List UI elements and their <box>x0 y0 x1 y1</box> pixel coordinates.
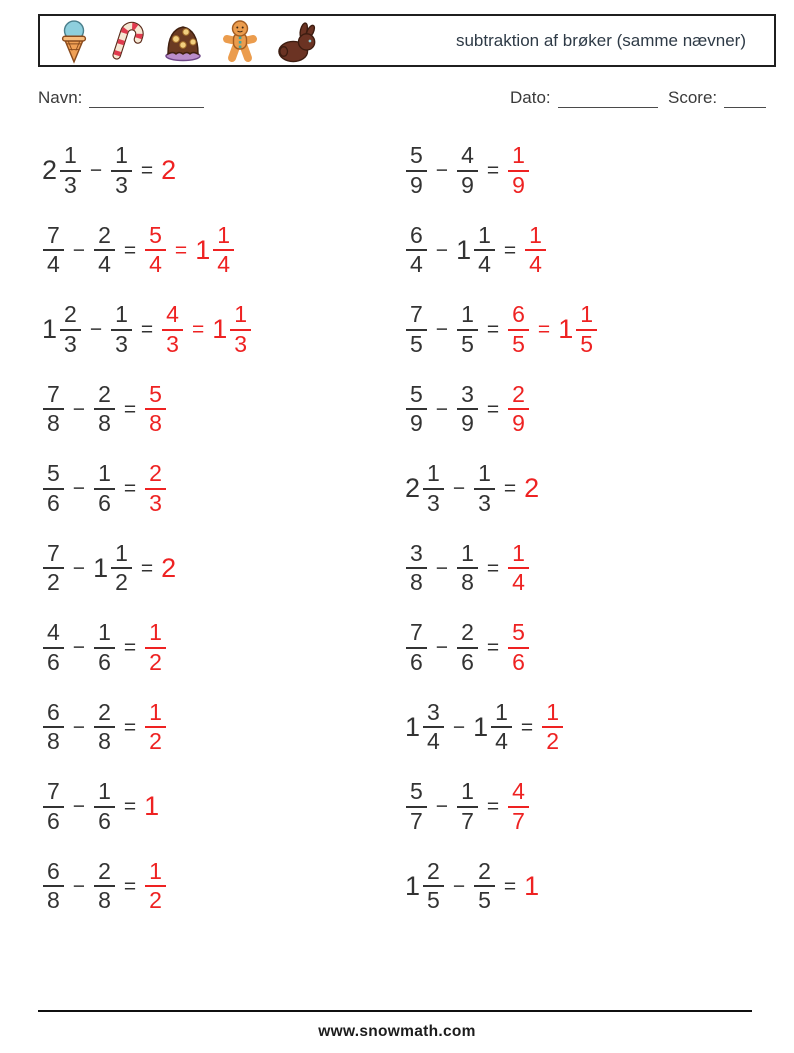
operator: = <box>123 397 137 421</box>
answer-number: 1 <box>524 870 540 901</box>
answer-fraction: $\frac{1}{2}$ <box>145 700 166 756</box>
answer-fraction: $\frac{5}{8}$ <box>145 382 166 438</box>
operator: = <box>486 636 500 660</box>
fraction: $\frac{7}{6}$ <box>406 620 427 676</box>
fraction: $\frac{1}{6}$ <box>94 461 115 517</box>
name-blank-line <box>89 90 204 108</box>
fraction: $\frac{7}{6}$ <box>43 779 64 835</box>
operator: − <box>72 715 86 739</box>
answer-fraction: $\frac{6}{5}$ <box>508 302 529 358</box>
operator: = <box>140 159 154 183</box>
fraction: $\frac{1}{3}$ <box>423 461 444 517</box>
operator: − <box>72 636 86 660</box>
operator: = <box>503 238 517 262</box>
operator: = <box>486 318 500 342</box>
problem <box>405 382 756 438</box>
whole-number: 1 <box>473 711 489 742</box>
problem <box>42 143 405 199</box>
problem <box>405 541 756 597</box>
problem <box>405 700 756 756</box>
footer-website: www.snowmath.com <box>318 1023 476 1040</box>
answer-fraction: $\frac{1}{2}$ <box>145 859 166 915</box>
answer-fraction: $\frac{2}{9}$ <box>508 382 529 438</box>
operator: − <box>72 238 86 262</box>
footer-divider <box>38 1010 752 1012</box>
answer-number: 2 <box>161 552 177 583</box>
problem <box>405 223 756 279</box>
operator: − <box>435 636 449 660</box>
operator: − <box>72 477 86 501</box>
fraction: $\frac{1}{4}$ <box>491 700 512 756</box>
problem <box>42 700 405 756</box>
operator: − <box>72 556 86 580</box>
whole-number: 1 <box>456 234 472 265</box>
problem <box>42 779 405 835</box>
operator: = <box>140 318 154 342</box>
fraction: $\frac{2}{3}$ <box>60 302 81 358</box>
fraction: $\frac{4}{6}$ <box>43 620 64 676</box>
operator: = <box>191 318 205 342</box>
operator: − <box>435 238 449 262</box>
answer-number: 2 <box>161 155 177 186</box>
problem <box>42 461 405 517</box>
fraction: $\frac{7}{5}$ <box>406 302 427 358</box>
operator: = <box>503 874 517 898</box>
fraction: $\frac{6}{8}$ <box>43 859 64 915</box>
fraction: $\frac{2}{5}$ <box>474 859 495 915</box>
operator: − <box>435 318 449 342</box>
answer-fraction: $\frac{1}{4}$ <box>213 223 234 279</box>
fraction: $\frac{1}{7}$ <box>457 779 478 835</box>
answer-fraction: $\frac{1}{3}$ <box>230 302 251 358</box>
answer-fraction: $\frac{1}{5}$ <box>576 302 597 358</box>
name-field <box>38 88 204 108</box>
answer-fraction: $\frac{5}{4}$ <box>145 223 166 279</box>
answer-fraction: $\frac{4}{3}$ <box>162 302 183 358</box>
fraction: $\frac{1}{4}$ <box>474 223 495 279</box>
header <box>38 14 776 67</box>
fraction: $\frac{3}{9}$ <box>457 382 478 438</box>
operator: − <box>452 874 466 898</box>
operator: − <box>72 874 86 898</box>
name-label: Navn: <box>38 88 83 107</box>
answer-fraction: $\frac{1}{4}$ <box>508 541 529 597</box>
whole-number: 2 <box>405 473 421 504</box>
fraction: $\frac{1}{6}$ <box>94 779 115 835</box>
answer-fraction: $\frac{5}{6}$ <box>508 620 529 676</box>
answer-number: 1 <box>195 234 211 265</box>
fraction: $\frac{2}{8}$ <box>94 700 115 756</box>
chocolate-cake-icon <box>163 18 203 64</box>
score-label: Score: <box>668 88 718 107</box>
fraction: $\frac{2}{6}$ <box>457 620 478 676</box>
answer-fraction: $\frac{1}{4}$ <box>525 223 546 279</box>
chocolate-bunny-icon <box>277 18 319 64</box>
fields-row <box>38 88 770 112</box>
fraction: $\frac{6}{8}$ <box>43 700 64 756</box>
answer-fraction: $\frac{2}{3}$ <box>145 461 166 517</box>
operator: − <box>435 556 449 580</box>
answer-number: 1 <box>212 314 228 345</box>
whole-number: 1 <box>42 314 58 345</box>
answer-number: 2 <box>524 473 540 504</box>
problem <box>405 779 756 835</box>
operator: − <box>72 795 86 819</box>
operator: = <box>486 556 500 580</box>
fraction: $\frac{7}{4}$ <box>43 223 64 279</box>
whole-number: 1 <box>405 711 421 742</box>
fraction: $\frac{3}{4}$ <box>423 700 444 756</box>
fraction: $\frac{2}{4}$ <box>94 223 115 279</box>
fraction: $\frac{2}{8}$ <box>94 859 115 915</box>
problem <box>42 302 405 358</box>
answer-fraction: $\frac{1}{2}$ <box>145 620 166 676</box>
operator: = <box>123 477 137 501</box>
fraction: $\frac{2}{5}$ <box>423 859 444 915</box>
whole-number: 1 <box>405 870 421 901</box>
operator: = <box>123 715 137 739</box>
answer-fraction: $\frac{1}{9}$ <box>508 143 529 199</box>
candy-cane-icon <box>110 18 146 64</box>
fraction: $\frac{1}{5}$ <box>457 302 478 358</box>
fraction: $\frac{7}{2}$ <box>43 541 64 597</box>
fraction: $\frac{6}{4}$ <box>406 223 427 279</box>
fraction: $\frac{1}{3}$ <box>474 461 495 517</box>
date-blank-line <box>558 90 658 108</box>
ice-cream-icon <box>55 18 93 64</box>
operator: = <box>123 795 137 819</box>
operator: − <box>452 715 466 739</box>
operator: = <box>520 715 534 739</box>
problem <box>42 223 405 279</box>
operator: = <box>503 477 517 501</box>
whole-number: 1 <box>93 552 109 583</box>
operator: = <box>537 318 551 342</box>
answer-number: 1 <box>144 791 160 822</box>
fraction: $\frac{3}{8}$ <box>406 541 427 597</box>
fraction: $\frac{7}{8}$ <box>43 382 64 438</box>
fraction: $\frac{5}{7}$ <box>406 779 427 835</box>
operator: = <box>140 556 154 580</box>
problem <box>405 143 756 199</box>
answer-number: 1 <box>558 314 574 345</box>
operator: = <box>486 397 500 421</box>
operator: = <box>123 636 137 660</box>
operator: − <box>435 397 449 421</box>
fraction: $\frac{4}{9}$ <box>457 143 478 199</box>
fraction: $\frac{1}{3}$ <box>111 143 132 199</box>
fraction: $\frac{5}{9}$ <box>406 143 427 199</box>
answer-fraction: $\frac{1}{2}$ <box>542 700 563 756</box>
answer-fraction: $\frac{4}{7}$ <box>508 779 529 835</box>
fraction: $\frac{1}{3}$ <box>60 143 81 199</box>
problem <box>42 620 405 676</box>
problem <box>405 620 756 676</box>
fraction: $\frac{1}{6}$ <box>94 620 115 676</box>
problem <box>405 859 756 915</box>
score-blank-line <box>724 90 766 108</box>
problem <box>405 302 756 358</box>
problem <box>42 859 405 915</box>
fraction: $\frac{1}{2}$ <box>111 541 132 597</box>
fraction: $\frac{1}{8}$ <box>457 541 478 597</box>
whole-number: 2 <box>42 155 58 186</box>
date-label: Dato: <box>510 88 551 107</box>
operator: = <box>486 159 500 183</box>
operator: − <box>435 159 449 183</box>
header-icons <box>55 18 319 64</box>
problems-grid <box>42 131 756 926</box>
operator: = <box>123 874 137 898</box>
problem <box>42 382 405 438</box>
date-field <box>510 88 658 108</box>
fraction: $\frac{5}{6}$ <box>43 461 64 517</box>
operator: − <box>452 477 466 501</box>
problem <box>42 541 405 597</box>
gingerbread-man-icon <box>220 18 260 64</box>
operator: − <box>435 795 449 819</box>
operator: − <box>89 159 103 183</box>
worksheet-title: subtraktion af brøker (samme nævner) <box>455 30 746 50</box>
problem <box>405 461 756 517</box>
operator: − <box>89 318 103 342</box>
score-field <box>668 88 766 108</box>
operator: = <box>486 795 500 819</box>
operator: = <box>174 238 188 262</box>
fraction: $\frac{5}{9}$ <box>406 382 427 438</box>
fraction: $\frac{2}{8}$ <box>94 382 115 438</box>
operator: = <box>123 238 137 262</box>
operator: − <box>72 397 86 421</box>
fraction: $\frac{1}{3}$ <box>111 302 132 358</box>
